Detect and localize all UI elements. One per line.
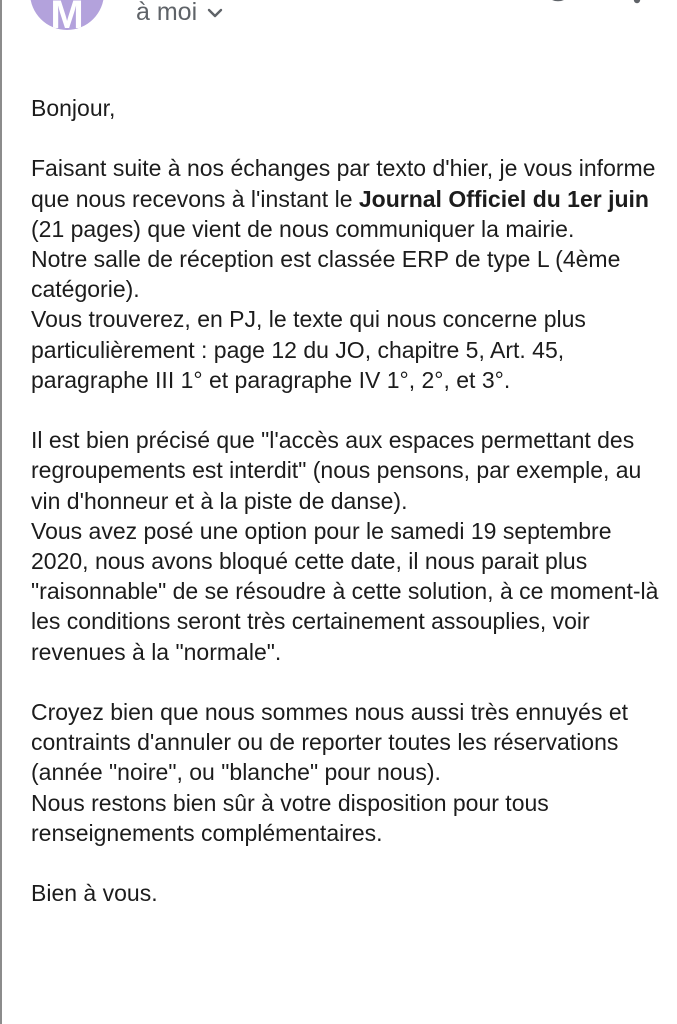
reply-icon[interactable]: [545, 0, 571, 6]
recipient-details-toggle[interactable]: [136, 0, 227, 30]
closing: Bien à vous.: [31, 880, 158, 907]
paragraph-text: Faisant suite à nos échanges par texto d'hier, je vous informe que nous recevons à l'instant le: [31, 155, 656, 212]
message-actions: [545, 0, 641, 6]
paragraph-restrictions: Il est bien précisé que "l'accès aux espaces permettant des regroupements est interdit" (nous pensons, par exemple, au vin d'honneur et à la piste de danse).: [31, 427, 642, 514]
message-body: [31, 93, 663, 908]
more-vert-icon[interactable]: [633, 0, 641, 6]
window-edge: [0, 0, 2, 1024]
greeting: Bonjour,: [31, 95, 116, 121]
sender-avatar[interactable]: M: [30, 0, 104, 30]
paragraph-booking-option: Vous avez posé une option pour le samedi 19 septembre 2020, nous avons bloqué cette date, il nous parait plus "raisonnable" de se résoudre à cette solution, à ce moment-là les conditions seront très certainement assouplies, voir revenues à la "normale".: [31, 517, 659, 665]
journal-reference: Journal Officiel du 1er juin: [358, 185, 649, 212]
paragraph-attachment-reference: Vous trouverez, en PJ, le texte qui nous concerne plus particulièrement : page 12 du JO, chapitre 5, Art. 45, paragraphe III 1° et paragraphe IV 1°, 2°, et 3°.: [31, 306, 586, 393]
paragraph-text: (21 pages) que vient de nous communiquer la mairie.: [31, 215, 575, 242]
paragraph-erp-classification: Notre salle de réception est classée ERP de type L (4ème catégorie).: [31, 246, 621, 303]
chevron-down-icon[interactable]: [203, 1, 227, 25]
paragraph-availability: Nous restons bien sûr à votre disposition pour tous renseignements complémentaires.: [31, 789, 549, 846]
paragraph-journal: [31, 153, 663, 244]
message-header: [0, 0, 677, 40]
recipient-label: à moi: [136, 0, 198, 26]
paragraph-apology: Croyez bien que nous sommes nous aussi très ennuyés et contraints d'annuler ou de reporter toutes les réservations (année "noire", ou "blanche" pour nous).: [31, 699, 629, 786]
